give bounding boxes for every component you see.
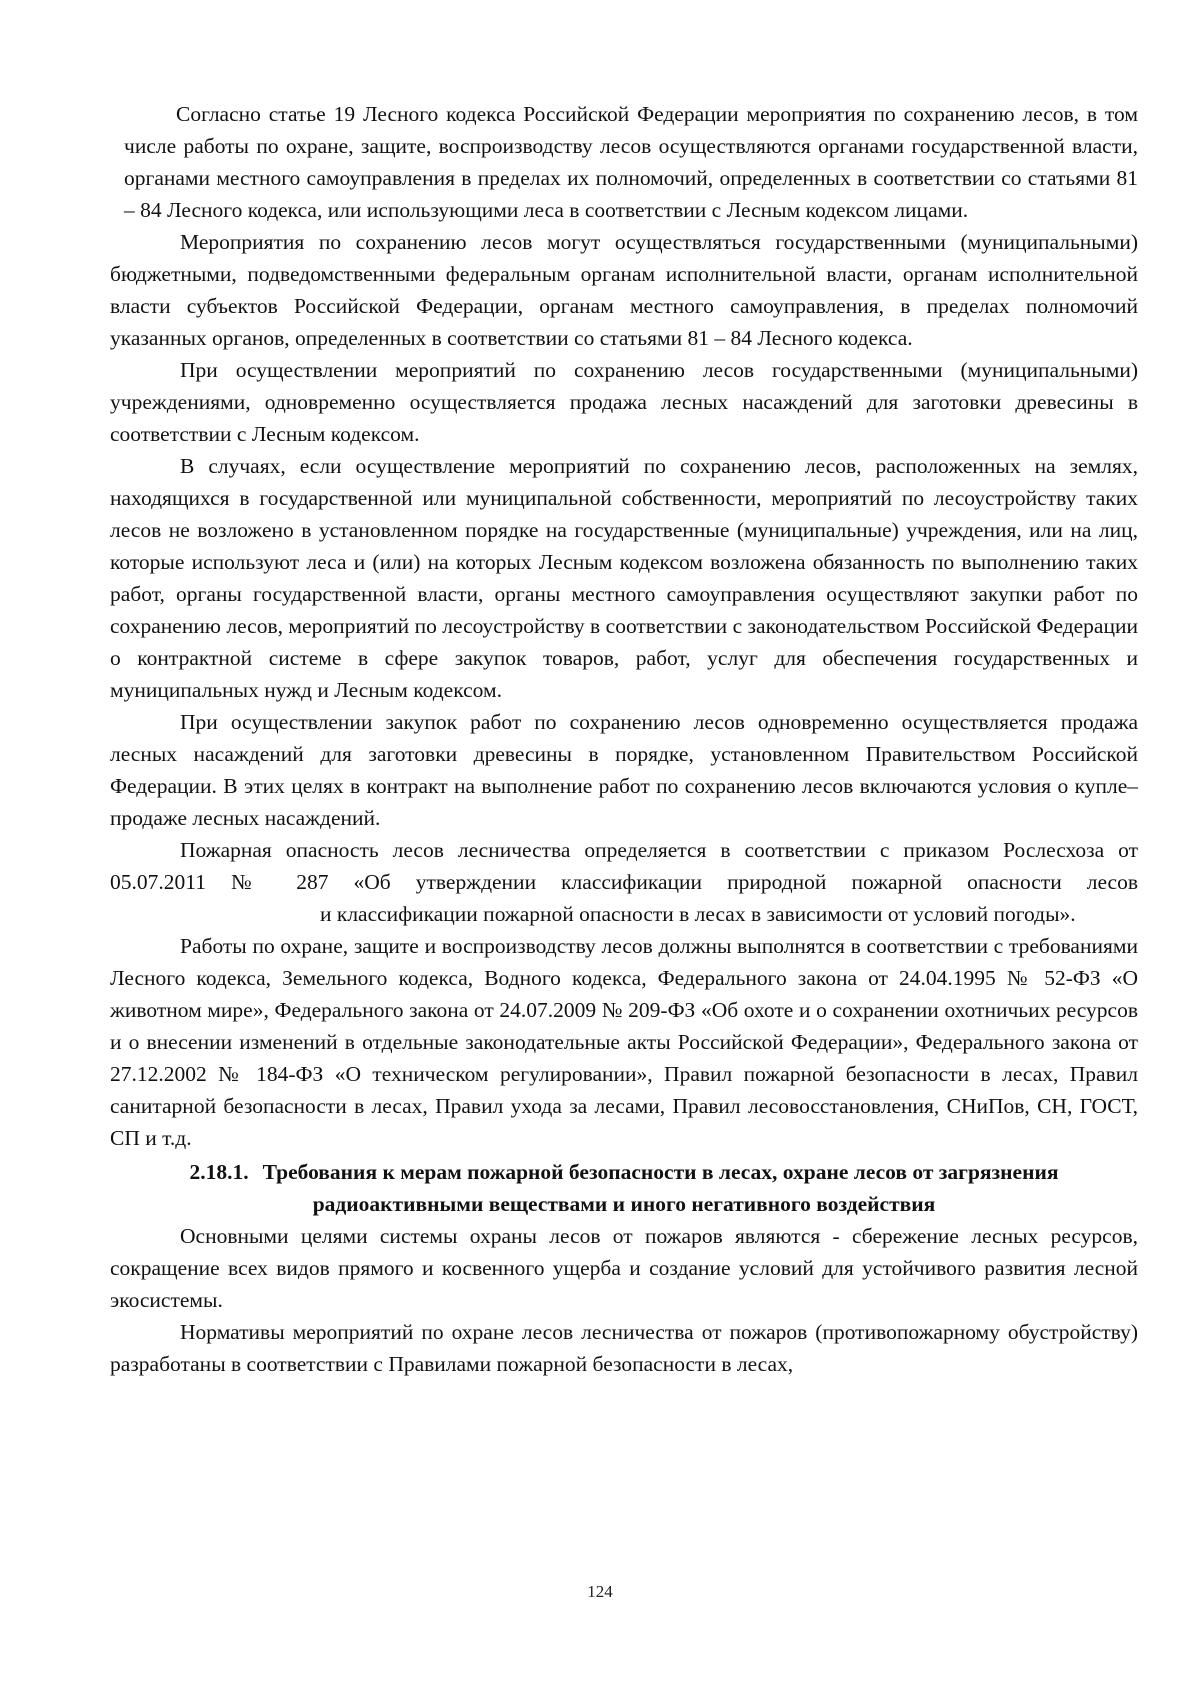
paragraph-article-19: Согласно статье 19 Лесного кодекса Российской Федерации мероприятия по сохранению лесов, в том числе работы по охране, защите, воспроизводству лесов осуществляются органами государственной власти, органами местного самоуправления в пределах их полномочий, определенных в соответствии со статьями 81 – 84 Лесного кодекса, или использующими леса в соответствии с Лесным кодексом лицами.	[124, 102, 1138, 222]
paragraph-regulations: Работы по охране, защите и воспроизводству лесов должны выполнятся в соответствии с требованиями Лесного кодекса, Земельного кодекса, Водного кодекса, Федерального закона от 24.04.1995 № 52-ФЗ «О животном мире», Федерального закона от 24.07.2009 № 209-ФЗ «Об охоте и о сохранении охотничьих ресурсов и о внесении изменений в отдельные законодательные акты Российской Федерации», Федерального закона от 27.12.2002 № 184-ФЗ «О техническом регулировании», Правил пожарной безопасности в лесах, Правил санитарной безопасности в лесах, Правил ухода за лесами, Правил лесовосстановления, СНиПов, СН, ГОСТ, СП и т.д.	[110, 934, 1138, 1150]
fire-danger-text-part-1: Пожарная опасность лесов лесничества определяется в соответствии с приказом Рослесхоза от 05.07.2011 № 287 «Об утверждении классификации природной пожарной опасности лесов	[110, 838, 1138, 894]
paragraph-timber-sale: При осуществлении мероприятий по сохранению лесов государственными (муниципальными) учреждениями, одновременно осуществляется продажа лесных насаждений для заготовки древесины в соответствии с Лесным кодексом.	[110, 358, 1138, 446]
fire-danger-text-part-2: и классификации пожарной опасности в лесах в зависимости от условий погоды».	[320, 902, 1076, 926]
section-heading	[110, 1156, 1138, 1220]
document-page	[110, 98, 1138, 1380]
section-number: 2.18.1.	[189, 1160, 249, 1184]
paragraph-contract-terms: При осуществлении закупок работ по сохранению лесов одновременно осуществляется продажа лесных насаждений для заготовки древесины в порядке, установленном Правительством Российской Федерации. В этих целях в контракт на выполнение работ по сохранению лесов включаются условия о купле–продаже лесных насаждений.	[110, 710, 1138, 830]
paragraph-fire-protection-norms: Нормативы мероприятий по охране лесов лесничества от пожаров (противопожарному обустройству) разработаны в соответствии с Правилами пожарной безопасности в лесах,	[110, 1320, 1138, 1376]
page-number: 124	[587, 1582, 613, 1601]
paragraph-budget-institutions: Мероприятия по сохранению лесов могут осуществляться государственными (муниципальными) бюджетными, подведомственными федеральным органам исполнительной власти, органам исполнительной власти субъектов Российской Федерации, органам местного самоуправления, в пределах полномочий указанных органов, определенных в соответствии со статьями 81 – 84 Лесного кодекса.	[110, 230, 1138, 350]
paragraph-fire-protection-goals: Основными целями системы охраны лесов от пожаров являются - сбережение лесных ресурсов, сокращение всех видов прямого и косвенного ущерба и создание условий для устойчивого развития лесной экосистемы.	[110, 1224, 1138, 1312]
paragraph-fire-danger	[110, 834, 1138, 930]
section-title: Требования к мерам пожарной безопасности в лесах, охране лесов от загрязнения радиоактивными веществами и иного негативного воздействия	[262, 1160, 1059, 1216]
paragraph-procurement: В случаях, если осуществление мероприятий по сохранению лесов, расположенных на землях, находящихся в государственной или муниципальной собственности, мероприятий по лесоустройству таких лесов не возложено в установленном порядке на государственные (муниципальные) учреждения, или на лиц, которые используют леса и (или) на которых Лесным кодексом возложена обязанность по выполнению таких работ, органы государственной власти, органы местного самоуправления осуществляют закупки работ по сохранению лесов, мероприятий по лесоустройству в соответствии с законодательством Российской Федерации о контрактной системе в сфере закупок товаров, работ, услуг для обеспечения государственных и муниципальных нужд и Лесным кодексом.	[110, 454, 1138, 702]
